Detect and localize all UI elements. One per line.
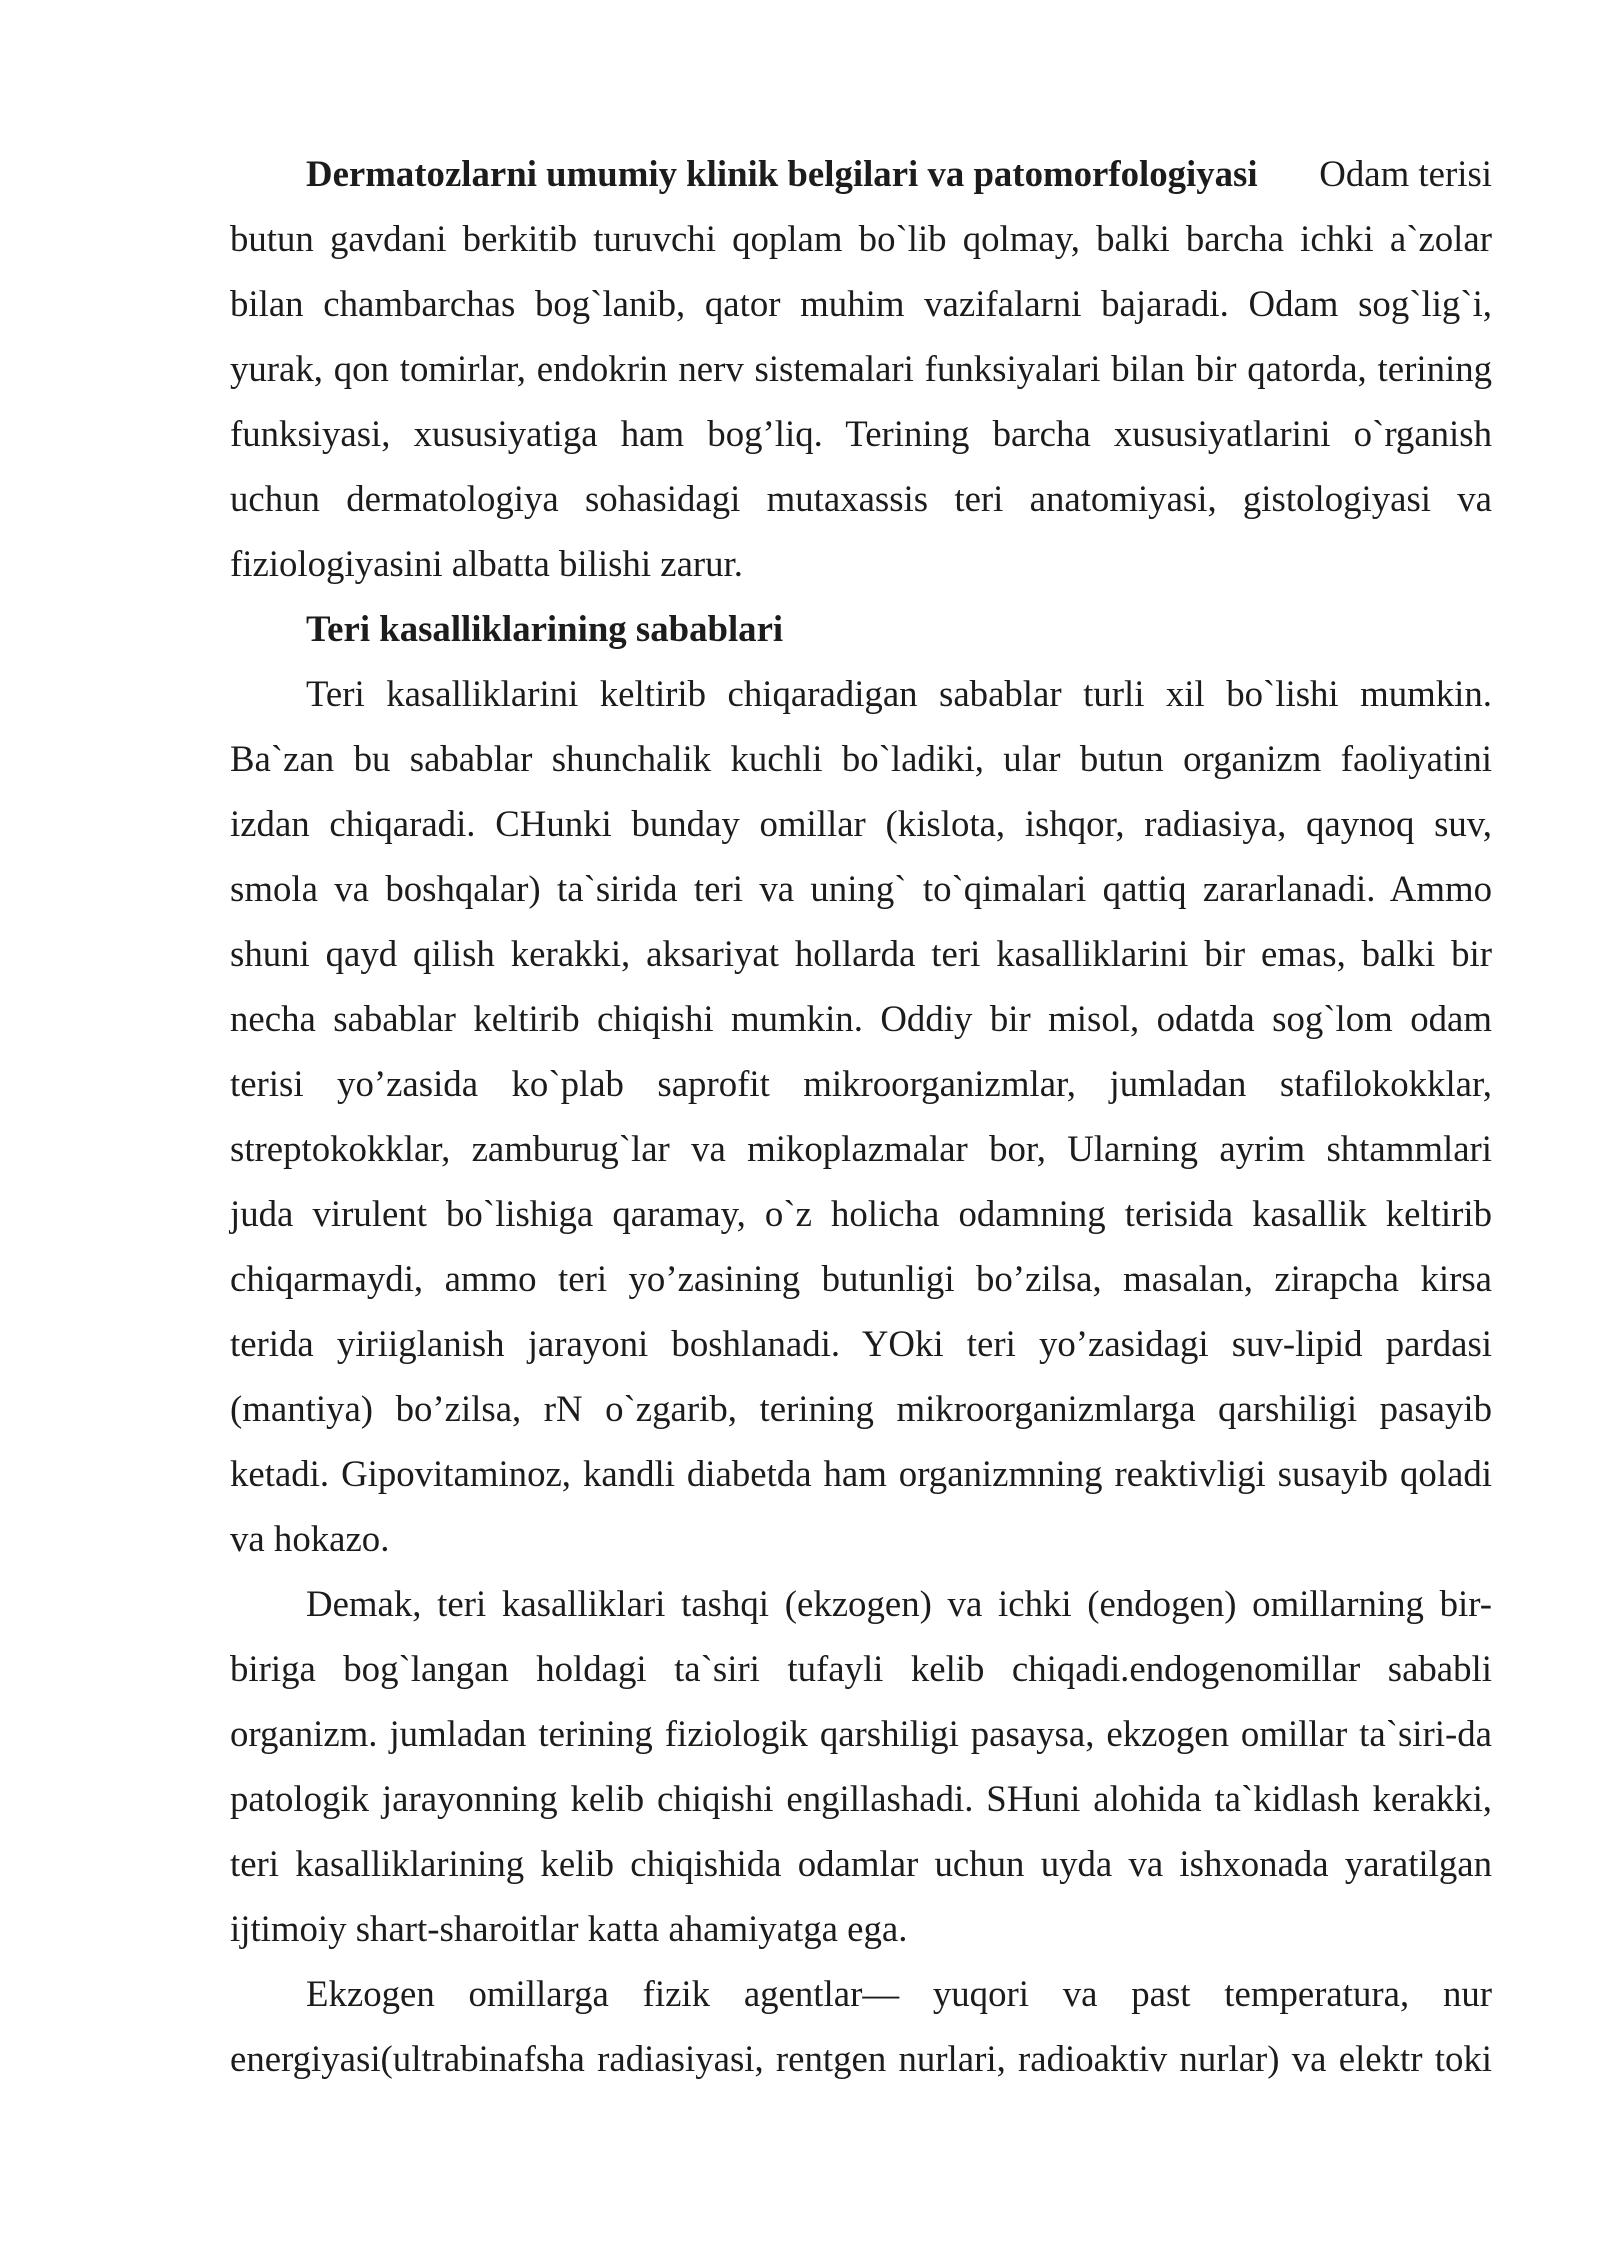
text-line: (mantiya) bo’zilsa, rN o`zgarib, terining mikroorganizmlarga qarshiligi pasayib [230,1388,1492,1429]
text-line: terida yiriiglanish jarayoni boshlanadi. YOki teri yo’zasidagi suv-lipid pardasi [230,1323,1492,1364]
text-line: organizm. jumladan terining fiziologik qarshiligi pasaysa, ekzogen omillar ta`siri-da [230,1713,1492,1754]
paragraph [230,1961,1492,2091]
text-line: chiqarmaydi, ammo teri yo’zasining butunligi bo’zilsa, masalan, zirapcha kirsa [230,1258,1492,1299]
text-line: energiyasi(ultrabinafsha radiasiyasi, rentgen nurlari, radioaktiv nurlar) va elektr toki [230,2038,1492,2079]
text-line: biriga bog`langan holdagi ta`siri tufayli kelib chiqadi.endogenomillar sababli [230,1648,1492,1689]
text-line: shuni qayd qilish kerakki, aksariyat hollarda teri kasalliklarini bir emas, balki bir [230,933,1492,974]
text-line: uchun dermatologiya sohasidagi mutaxassis teri anatomiyasi, gistologiyasi va [230,478,1492,519]
text-line: patologik jarayonning kelib chiqishi engillashadi. SHuni alohida ta`kidlash kerakki, [230,1778,1492,1819]
paragraph [230,661,1492,1571]
text-line: yurak, qon tomirlar, endokrin nerv sistemalari funksiyalari bilan bir qatorda, terining [230,348,1492,389]
text-line: ketadi. Gipovitaminoz, kandli diabetda ham organizmning reaktivligi susayib qoladi [230,1453,1492,1494]
text-line: funksiyasi, xususiyatiga ham bog’liq. Terining barcha xususiyatlarini o`rganish [230,413,1492,454]
text-line: va hokazo. [230,1518,390,1559]
text-line: Ekzogen omillarga fizik agentlar— yuqori va past temperatura, nur [306,1973,1492,2014]
paragraph [230,1571,1492,1961]
document-body [230,141,1492,2091]
text-line: Teri kasalliklarini keltirib chiqaradigan sabablar turli xil bo`lishi mumkin. [306,673,1492,714]
text-line [230,141,1492,206]
text-line: juda virulent bo`lishiga qaramay, o`z holicha odamning terisida kasallik keltirib [230,1193,1492,1234]
text-line: izdan chiqaradi. CHunki bunday omillar (kislota, ishqor, radiasiya, qaynoq suv, [230,803,1492,844]
text-line: streptokokklar, zamburug`lar va mikoplazmalar bor, Ularning ayrim shtammlari [230,1128,1492,1169]
text-line: teri kasalliklarining kelib chiqishida odamlar uchun uyda va ishxonada yaratilgan [230,1843,1492,1884]
section-heading: Dermatozlarni umumiy klinik belgilari va patomorfologiyasi [306,153,1258,194]
text-line: smola va boshqalar) ta`sirida teri va uning` to`qimalari qattiq zararlanadi. Ammo [230,868,1492,909]
text-line: bilan chambarchas bog`lanib, qator muhim vazifalarni bajaradi. Odam sog`lig`i, [230,283,1492,324]
text-line: Ba`zan bu sabablar shunchalik kuchli bo`ladiki, ular butun organizm faoliyatini [230,738,1492,779]
text-line: Demak, teri kasalliklari tashqi (ekzogen) va ichki (endogen) omillarning bir- [306,1583,1492,1624]
text-line: butun gavdani berkitib turuvchi qoplam bo`lib qolmay, balki barcha ichki a`zolar [230,218,1492,259]
text-line: ijtimoiy shart-sharoitlar katta ahamiyatga ega. [230,1908,908,1949]
text-line: necha sabablar keltirib chiqishi mumkin. Oddiy bir misol, odatda sog`lom odam [230,998,1492,1039]
paragraph [230,141,1492,596]
text-line: fiziologiyasini albatta bilishi zarur. [230,543,743,584]
section-heading: Teri kasalliklarining sabablari [306,608,784,649]
text-span: Odam terisi [1319,153,1492,194]
text-line: terisi yo’zasida ko`plab saprofit mikroorganizmlar, jumladan stafilokokklar, [230,1063,1492,1104]
